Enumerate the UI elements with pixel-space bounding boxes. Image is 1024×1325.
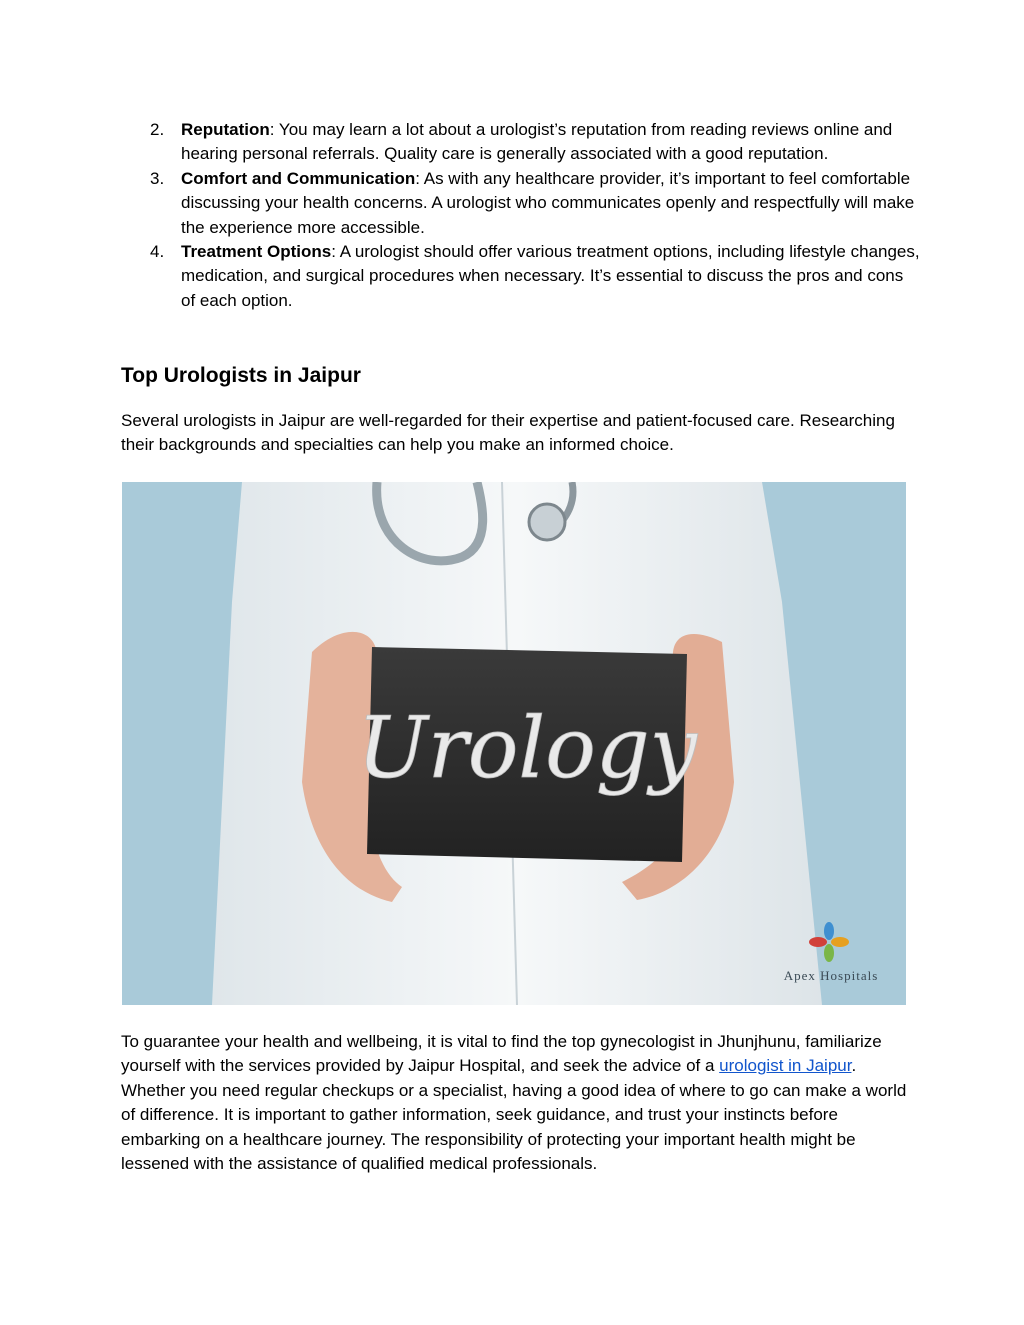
list-item-number: 4. [150,242,165,262]
list-item-term: Comfort and Communication [181,168,416,188]
list-item [121,167,921,240]
list-item-text: : A urologist should offer various treatment options, including lifestyle changes, medication, and surgical procedures when necessary. It’s essential to discuss the pros and cons of each option. [181,242,920,310]
outro-paragraph [121,1030,916,1176]
list-item [121,240,921,313]
urologist-link[interactable]: urologist in Jaipur [719,1056,852,1076]
list-item-term: Reputation [181,120,270,139]
outro-text-after-link: . Whether you need regular checkups or a specialist, having a good idea of where to go can make a world of difference. It is important to gather information, seek guidance, and trust your instincts before embarking on a healthcare journey. The responsibility of protecting your important health might be lessened with the assistance of qualified medical professionals. [121,1056,907,1174]
brand-name: Apex Hospitals [783,968,879,983]
intro-paragraph: Several urologists in Jaipur are well-regarded for their expertise and patient-focused care. Researching their backgrounds and specialties can help you make an informed choice. [121,411,895,455]
list-item [121,118,921,167]
list-item-number: 2. [150,120,165,139]
list-item-text: : You may learn a lot about a urologist’s reputation from reading reviews online and hearing personal referrals. Quality care is generally associated with a good reputation. [181,120,893,164]
numbered-list [121,118,921,313]
list-item-number: 3. [150,168,165,188]
section-heading: Top Urologists in Jaipur [121,364,361,387]
list-item-term: Treatment Options [181,242,332,262]
list-item-text: : As with any healthcare provider, it’s important to feel comfortable discussing your health concerns. A urologist who communicates openly and respectfully will make the experience more accessible. [181,168,915,237]
outro-text-before-link: To guarantee your health and wellbeing, it is vital to find the top gynecologist in Jhunjhunu, familiarize yourself with the services provided by Jaipur Hospital, and seek the advice of a [121,1032,882,1076]
urology-photo [122,482,906,1005]
board-text: Urology [356,699,698,797]
